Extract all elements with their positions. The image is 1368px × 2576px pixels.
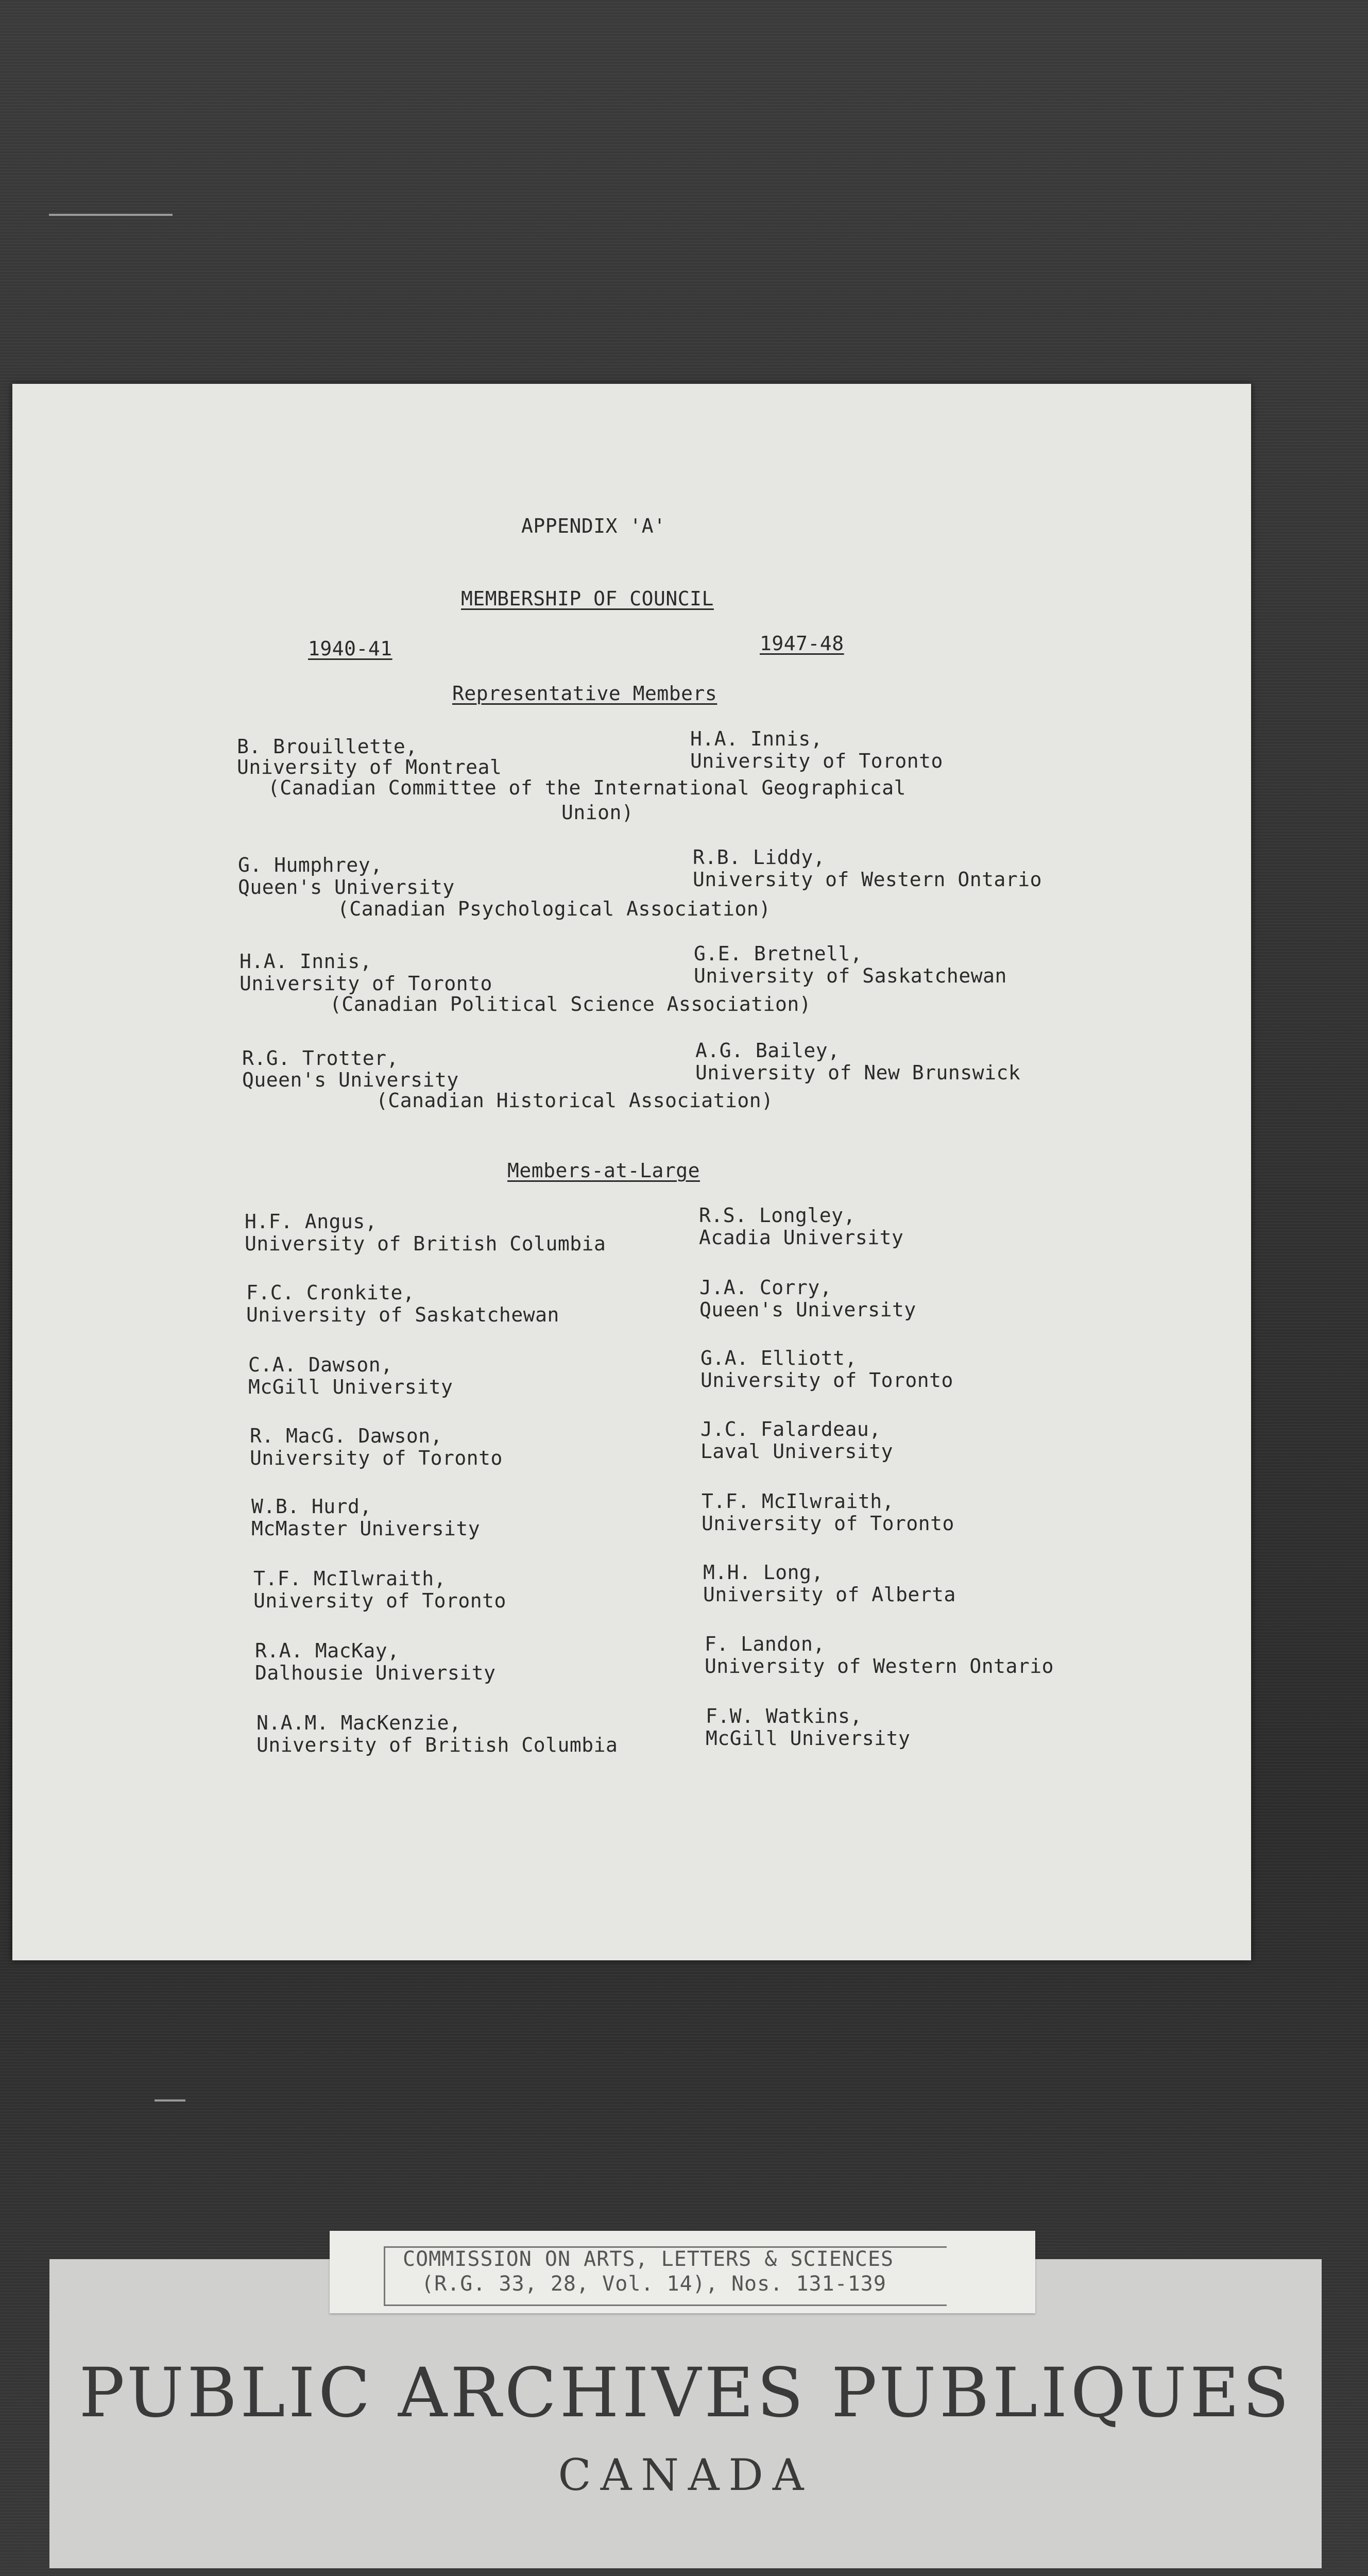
rep-left-name: H.A. Innis, — [240, 950, 372, 973]
rep-right-name: R.B. Liddy, — [693, 846, 826, 869]
rep-right-name: H.A. Innis, — [690, 727, 823, 750]
rep-association: (Canadian Political Science Association) — [330, 993, 812, 1015]
atlarge-left-affil: University of Saskatchewan — [246, 1303, 559, 1326]
atlarge-left-name: T.F. McIlwraith, — [253, 1567, 447, 1590]
atlarge-right-name: R.S. Longley, — [699, 1204, 856, 1227]
rep-association-cont: Union) — [561, 801, 634, 824]
atlarge-right-name: J.C. Falardeau, — [700, 1418, 881, 1440]
atlarge-left-affil: Dalhousie University — [255, 1662, 496, 1684]
rep-right-affil: University of New Brunswick — [695, 1061, 1021, 1084]
appendix-title: APPENDIX 'A' — [521, 515, 666, 537]
rep-left-affil: Queen's University — [242, 1069, 459, 1091]
rep-right-affil: University of Saskatchewan — [694, 964, 1007, 987]
rep-right-name: A.G. Bailey, — [695, 1039, 840, 1062]
atlarge-left-affil: University of British Columbia — [245, 1232, 606, 1255]
at-large-heading: Members-at-Large — [507, 1159, 700, 1182]
atlarge-right-affil: Acadia University — [699, 1226, 904, 1249]
rep-right-affil: University of Western Ontario — [693, 868, 1042, 891]
rep-right-affil: University of Toronto — [690, 750, 943, 772]
reference-line-2: (R.G. 33, 28, Vol. 14), Nos. 131-139 — [421, 2272, 886, 2296]
atlarge-left-name: F.C. Cronkite, — [246, 1281, 415, 1304]
year-left: 1940-41 — [308, 637, 392, 660]
atlarge-right-affil: University of Toronto — [702, 1512, 954, 1535]
atlarge-left-affil: University of British Columbia — [256, 1734, 618, 1756]
atlarge-right-affil: Queen's University — [699, 1298, 916, 1321]
atlarge-left-name: W.B. Hurd, — [251, 1495, 372, 1518]
atlarge-right-name: M.H. Long, — [703, 1561, 824, 1584]
atlarge-right-affil: McGill University — [706, 1727, 911, 1750]
atlarge-right-name: F.W. Watkins, — [706, 1705, 862, 1727]
atlarge-left-affil: McMaster University — [251, 1517, 481, 1540]
archives-title: PUBLIC ARCHIVES PUBLIQUES — [79, 2353, 1292, 2433]
atlarge-left-name: R. MacG. Dawson, — [250, 1425, 443, 1447]
atlarge-right-name: F. Landon, — [705, 1633, 825, 1655]
atlarge-left-name: H.F. Angus, — [245, 1210, 378, 1233]
rep-left-name: B. Brouillette, — [237, 735, 418, 758]
rep-association: (Canadian Psychological Association) — [337, 897, 771, 920]
atlarge-left-name: R.A. MacKay, — [255, 1639, 400, 1662]
atlarge-left-name: N.A.M. MacKenzie, — [256, 1711, 461, 1734]
representative-heading: Representative Members — [452, 682, 717, 705]
rep-right-name: G.E. Bretnell, — [694, 942, 863, 965]
atlarge-right-affil: Laval University — [700, 1440, 894, 1463]
year-right: 1947-48 — [760, 632, 844, 655]
rep-left-affil: University of Montreal — [237, 756, 502, 778]
rep-left-affil: University of Toronto — [240, 972, 492, 995]
rep-left-affil: Queen's University — [238, 876, 455, 899]
rep-left-name: R.G. Trotter, — [242, 1047, 399, 1070]
rep-association: (Canadian Committee of the International Geographical — [268, 776, 907, 799]
atlarge-right-name: G.A. Elliott, — [700, 1347, 857, 1369]
atlarge-right-name: J.A. Corry, — [699, 1276, 832, 1299]
atlarge-left-affil: University of Toronto — [250, 1447, 503, 1469]
atlarge-right-affil: University of Toronto — [700, 1369, 953, 1392]
council-title: MEMBERSHIP OF COUNCIL — [461, 587, 714, 610]
archives-subtitle: CANADA — [558, 2450, 813, 2500]
scuff-mark — [155, 2099, 185, 2102]
atlarge-left-affil: University of Toronto — [253, 1589, 506, 1612]
atlarge-right-affil: University of Alberta — [703, 1583, 956, 1606]
rep-left-name: G. Humphrey, — [238, 854, 383, 876]
scuff-mark — [49, 214, 173, 216]
atlarge-left-name: C.A. Dawson, — [248, 1353, 393, 1376]
atlarge-left-affil: McGill University — [248, 1376, 453, 1398]
reference-line-1: COMMISSION ON ARTS, LETTERS & SCIENCES — [403, 2247, 894, 2271]
rep-association: (Canadian Historical Association) — [376, 1089, 774, 1112]
atlarge-right-name: T.F. McIlwraith, — [702, 1490, 895, 1513]
atlarge-right-affil: University of Western Ontario — [705, 1655, 1054, 1677]
